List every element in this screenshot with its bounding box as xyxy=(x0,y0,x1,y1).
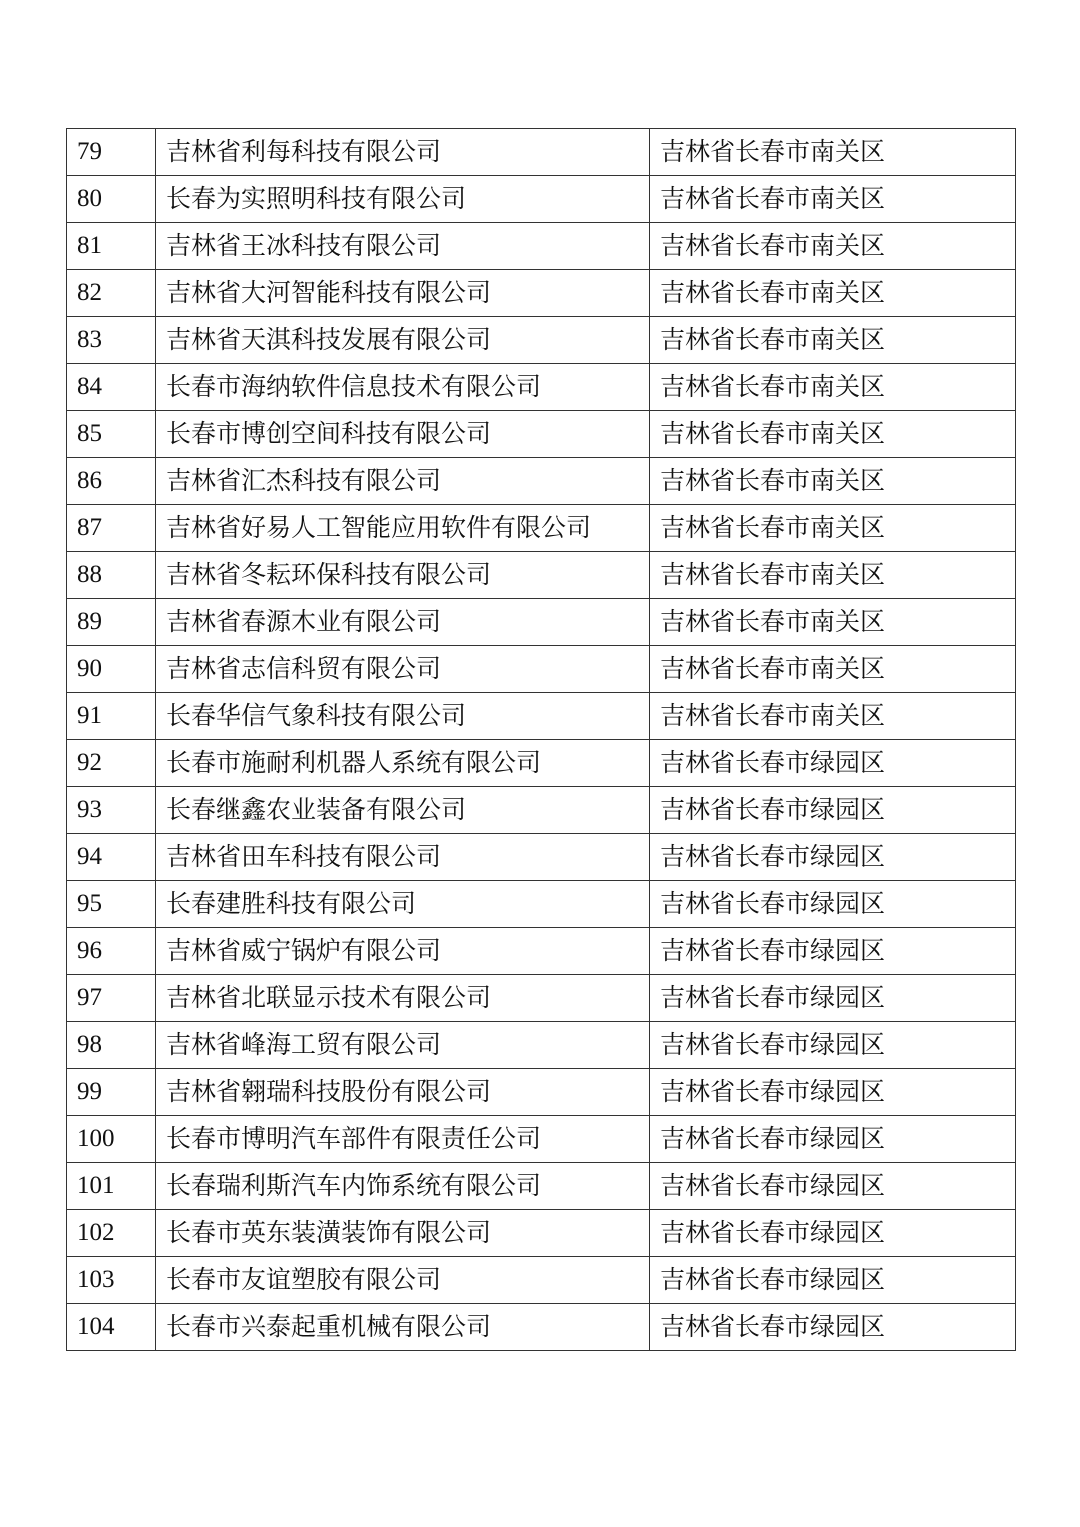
table-row xyxy=(67,740,1016,787)
table-row xyxy=(67,881,1016,928)
company-name-cell: 吉林省利每科技有限公司 xyxy=(156,129,650,176)
company-name-cell: 长春瑞利斯汽车内饰系统有限公司 xyxy=(156,1163,650,1210)
table-row xyxy=(67,223,1016,270)
row-number-cell: 93 xyxy=(67,787,156,834)
company-name-cell: 长春建胜科技有限公司 xyxy=(156,881,650,928)
table-row xyxy=(67,129,1016,176)
table-row xyxy=(67,317,1016,364)
company-name-cell: 吉林省冬耘环保科技有限公司 xyxy=(156,552,650,599)
table-row xyxy=(67,270,1016,317)
table-row xyxy=(67,364,1016,411)
company-region-cell: 吉林省长春市绿园区 xyxy=(650,881,1016,928)
table-row xyxy=(67,1116,1016,1163)
company-name-cell: 吉林省峰海工贸有限公司 xyxy=(156,1022,650,1069)
table-row xyxy=(67,458,1016,505)
row-number-cell: 84 xyxy=(67,364,156,411)
company-name-cell: 吉林省王冰科技有限公司 xyxy=(156,223,650,270)
company-region-cell: 吉林省长春市南关区 xyxy=(650,129,1016,176)
company-name-cell: 长春市博明汽车部件有限责任公司 xyxy=(156,1116,650,1163)
company-region-cell: 吉林省长春市绿园区 xyxy=(650,834,1016,881)
company-name-cell: 长春市英东装潢装饰有限公司 xyxy=(156,1210,650,1257)
row-number-cell: 104 xyxy=(67,1304,156,1351)
company-region-cell: 吉林省长春市南关区 xyxy=(650,223,1016,270)
row-number-cell: 79 xyxy=(67,129,156,176)
company-name-cell: 吉林省大河智能科技有限公司 xyxy=(156,270,650,317)
company-region-cell: 吉林省长春市南关区 xyxy=(650,505,1016,552)
company-region-cell: 吉林省长春市绿园区 xyxy=(650,975,1016,1022)
table-row xyxy=(67,975,1016,1022)
company-region-cell: 吉林省长春市绿园区 xyxy=(650,740,1016,787)
company-region-cell: 吉林省长春市绿园区 xyxy=(650,1022,1016,1069)
company-table-body xyxy=(67,129,1016,1351)
company-name-cell: 长春为实照明科技有限公司 xyxy=(156,176,650,223)
company-region-cell: 吉林省长春市绿园区 xyxy=(650,1210,1016,1257)
company-region-cell: 吉林省长春市绿园区 xyxy=(650,928,1016,975)
row-number-cell: 81 xyxy=(67,223,156,270)
row-number-cell: 103 xyxy=(67,1257,156,1304)
table-row xyxy=(67,1163,1016,1210)
company-name-cell: 吉林省汇杰科技有限公司 xyxy=(156,458,650,505)
table-row xyxy=(67,928,1016,975)
company-name-cell: 吉林省好易人工智能应用软件有限公司 xyxy=(156,505,650,552)
company-region-cell: 吉林省长春市南关区 xyxy=(650,411,1016,458)
company-region-cell: 吉林省长春市南关区 xyxy=(650,552,1016,599)
company-region-cell: 吉林省长春市南关区 xyxy=(650,317,1016,364)
company-region-cell: 吉林省长春市南关区 xyxy=(650,458,1016,505)
company-name-cell: 长春市海纳软件信息技术有限公司 xyxy=(156,364,650,411)
company-name-cell: 吉林省志信科贸有限公司 xyxy=(156,646,650,693)
row-number-cell: 96 xyxy=(67,928,156,975)
table-row xyxy=(67,646,1016,693)
company-name-cell: 长春市施耐利机器人系统有限公司 xyxy=(156,740,650,787)
table-row xyxy=(67,1069,1016,1116)
table-row xyxy=(67,787,1016,834)
company-name-cell: 吉林省北联显示技术有限公司 xyxy=(156,975,650,1022)
company-region-cell: 吉林省长春市绿园区 xyxy=(650,787,1016,834)
table-row xyxy=(67,411,1016,458)
table-row xyxy=(67,693,1016,740)
company-name-cell: 吉林省威宁锅炉有限公司 xyxy=(156,928,650,975)
company-name-cell: 长春继鑫农业装备有限公司 xyxy=(156,787,650,834)
row-number-cell: 89 xyxy=(67,599,156,646)
table-row xyxy=(67,834,1016,881)
row-number-cell: 94 xyxy=(67,834,156,881)
table-row xyxy=(67,1304,1016,1351)
row-number-cell: 91 xyxy=(67,693,156,740)
table-row xyxy=(67,505,1016,552)
company-region-cell: 吉林省长春市南关区 xyxy=(650,364,1016,411)
row-number-cell: 95 xyxy=(67,881,156,928)
company-name-cell: 吉林省春源木业有限公司 xyxy=(156,599,650,646)
table-row xyxy=(67,552,1016,599)
company-name-cell: 长春市博创空间科技有限公司 xyxy=(156,411,650,458)
row-number-cell: 100 xyxy=(67,1116,156,1163)
row-number-cell: 97 xyxy=(67,975,156,1022)
company-region-cell: 吉林省长春市绿园区 xyxy=(650,1069,1016,1116)
company-region-cell: 吉林省长春市南关区 xyxy=(650,646,1016,693)
row-number-cell: 82 xyxy=(67,270,156,317)
company-region-cell: 吉林省长春市南关区 xyxy=(650,270,1016,317)
company-region-cell: 吉林省长春市绿园区 xyxy=(650,1304,1016,1351)
company-name-cell: 吉林省翱瑞科技股份有限公司 xyxy=(156,1069,650,1116)
row-number-cell: 83 xyxy=(67,317,156,364)
row-number-cell: 85 xyxy=(67,411,156,458)
table-row xyxy=(67,176,1016,223)
row-number-cell: 80 xyxy=(67,176,156,223)
company-name-cell: 长春市友谊塑胶有限公司 xyxy=(156,1257,650,1304)
row-number-cell: 88 xyxy=(67,552,156,599)
company-name-cell: 长春华信气象科技有限公司 xyxy=(156,693,650,740)
row-number-cell: 87 xyxy=(67,505,156,552)
row-number-cell: 86 xyxy=(67,458,156,505)
company-name-cell: 吉林省天淇科技发展有限公司 xyxy=(156,317,650,364)
row-number-cell: 98 xyxy=(67,1022,156,1069)
row-number-cell: 101 xyxy=(67,1163,156,1210)
row-number-cell: 90 xyxy=(67,646,156,693)
row-number-cell: 92 xyxy=(67,740,156,787)
company-region-cell: 吉林省长春市绿园区 xyxy=(650,1257,1016,1304)
row-number-cell: 99 xyxy=(67,1069,156,1116)
company-region-cell: 吉林省长春市南关区 xyxy=(650,599,1016,646)
company-region-cell: 吉林省长春市绿园区 xyxy=(650,1163,1016,1210)
company-name-cell: 长春市兴泰起重机械有限公司 xyxy=(156,1304,650,1351)
table-row xyxy=(67,1022,1016,1069)
company-table xyxy=(66,128,1016,1351)
row-number-cell: 102 xyxy=(67,1210,156,1257)
table-row xyxy=(67,1257,1016,1304)
company-name-cell: 吉林省田车科技有限公司 xyxy=(156,834,650,881)
company-region-cell: 吉林省长春市南关区 xyxy=(650,693,1016,740)
company-region-cell: 吉林省长春市绿园区 xyxy=(650,1116,1016,1163)
company-region-cell: 吉林省长春市南关区 xyxy=(650,176,1016,223)
table-row xyxy=(67,599,1016,646)
table-row xyxy=(67,1210,1016,1257)
